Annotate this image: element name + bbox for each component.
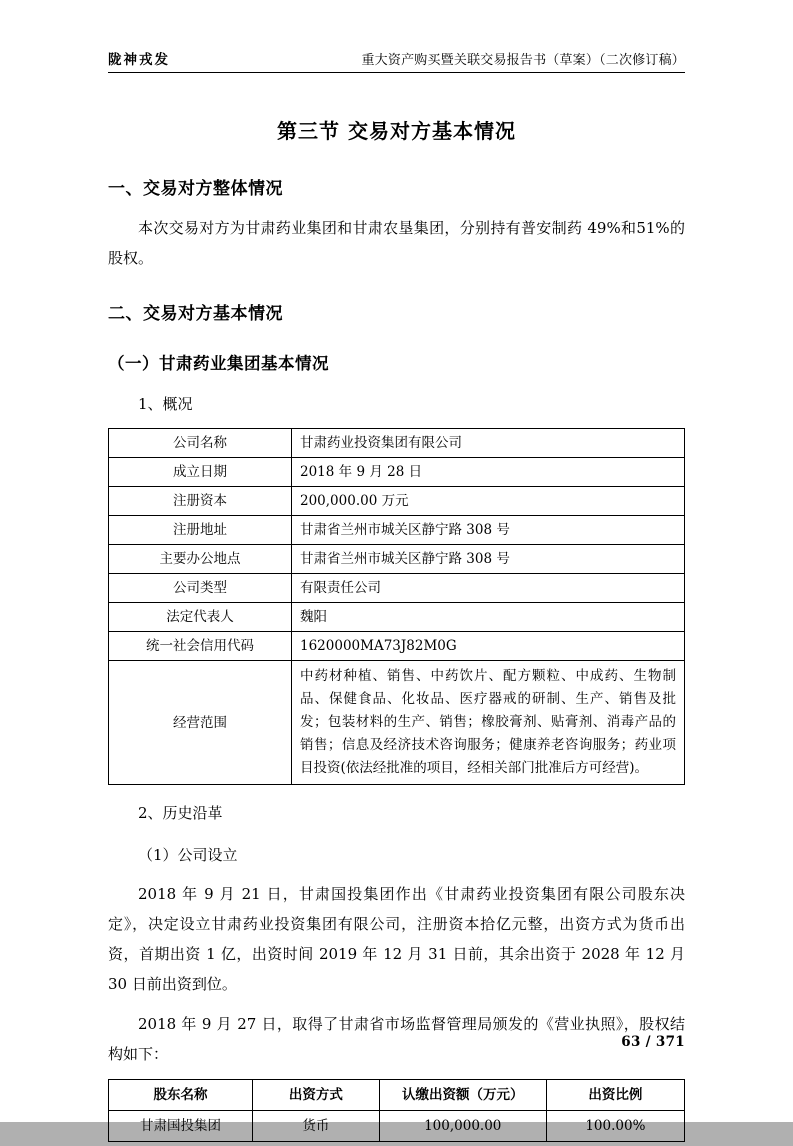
profile-value: 甘肃省兰州市城关区静宁路 308 号 [292, 545, 685, 574]
profile-key: 经营范围 [109, 661, 292, 785]
profile-key: 主要办公地点 [109, 545, 292, 574]
profile-key: 统一社会信用代码 [109, 632, 292, 661]
page-title: 第三节 交易对方基本情况 [277, 119, 516, 143]
establishment-paragraph-2: 2018 年 9 月 27 日，取得了甘肃省市场监督管理局颁发的《营业执照》，股权结构如下： [108, 1015, 685, 1063]
section-one-paragraph: 本次交易对方为甘肃药业集团和甘肃农垦集团，分别持有普安制药 49%和51%的股权。 [108, 219, 685, 267]
header-company-name: 陇神戎发 [108, 52, 170, 68]
item-2-label: 2、历史沿革 [138, 804, 223, 822]
document-header [108, 48, 685, 73]
profile-value: 有限责任公司 [292, 574, 685, 603]
profile-value: 2018 年 9 月 28 日 [292, 458, 685, 487]
company-profile-table [108, 428, 685, 785]
profile-value: 甘肃省兰州市城关区静宁路 308 号 [292, 516, 685, 545]
table-cell: 货币 [253, 1111, 380, 1142]
profile-key: 注册资本 [109, 487, 292, 516]
item-2-1-label: （1）公司设立 [138, 846, 238, 864]
table-row [109, 429, 685, 458]
table-row [109, 603, 685, 632]
section-two-subheading: （一）甘肃药业集团基本情况 [108, 354, 329, 373]
column-header: 出资方式 [253, 1080, 380, 1111]
profile-key: 公司类型 [109, 574, 292, 603]
table-row [109, 458, 685, 487]
equity-structure-table [108, 1079, 685, 1142]
profile-key: 注册地址 [109, 516, 292, 545]
profile-key: 成立日期 [109, 458, 292, 487]
header-document-title: 重大资产购买暨关联交易报告书（草案）（二次修订稿） [361, 53, 685, 68]
page-number: 63 / 371 [621, 1034, 685, 1050]
column-header: 认缴出资额（万元） [379, 1080, 546, 1111]
table-row [109, 661, 685, 785]
table-row [109, 516, 685, 545]
table-row [109, 574, 685, 603]
table-row [109, 545, 685, 574]
establishment-paragraph-1: 2018 年 9 月 21 日，甘肃国投集团作出《甘肃药业投资集团有限公司股东决定》，决定设立甘肃药业投资集团有限公司，注册资本拾亿元整，出资方式为货币出资，首期出资 1 亿，出资时间 2019 年 12 月 31 日前，其余出资于 2028 年 12 月 30 日前出资到位。 [108, 885, 685, 993]
table-row [109, 632, 685, 661]
table-row [109, 487, 685, 516]
profile-value: 甘肃药业投资集团有限公司 [292, 429, 685, 458]
table-cell: 甘肃国投集团 [109, 1111, 253, 1142]
item-1-label: 1、概况 [138, 395, 193, 413]
profile-value: 1620000MA73J82M0G [292, 632, 685, 661]
profile-value: 200,000.00 万元 [292, 487, 685, 516]
profile-key: 法定代表人 [109, 603, 292, 632]
section-two-heading: 二、交易对方基本情况 [108, 304, 283, 324]
column-header: 股东名称 [109, 1080, 253, 1111]
column-header: 出资比例 [546, 1080, 684, 1111]
page-content [108, 48, 685, 1146]
table-row [109, 1111, 685, 1142]
table-header-row [109, 1080, 685, 1111]
section-one-heading: 一、交易对方整体情况 [108, 179, 283, 199]
profile-value: 魏阳 [292, 603, 685, 632]
profile-key: 公司名称 [109, 429, 292, 458]
table-cell: 100,000.00 [379, 1111, 546, 1142]
table-cell: 100.00% [546, 1111, 684, 1142]
profile-value: 中药材种植、销售、中药饮片、配方颗粒、中成药、生物制品、保健食品、化妆品、医疗器戒的研制、生产、销售及批发；包装材料的生产、销售；橡胶膏剂、贴膏剂、消毒产品的销售；信息及经济技术咨询服务；健康养老咨询服务；药业项目投资(依法经批准的项目，经相关部门批准后方可经营)。 [292, 661, 685, 785]
